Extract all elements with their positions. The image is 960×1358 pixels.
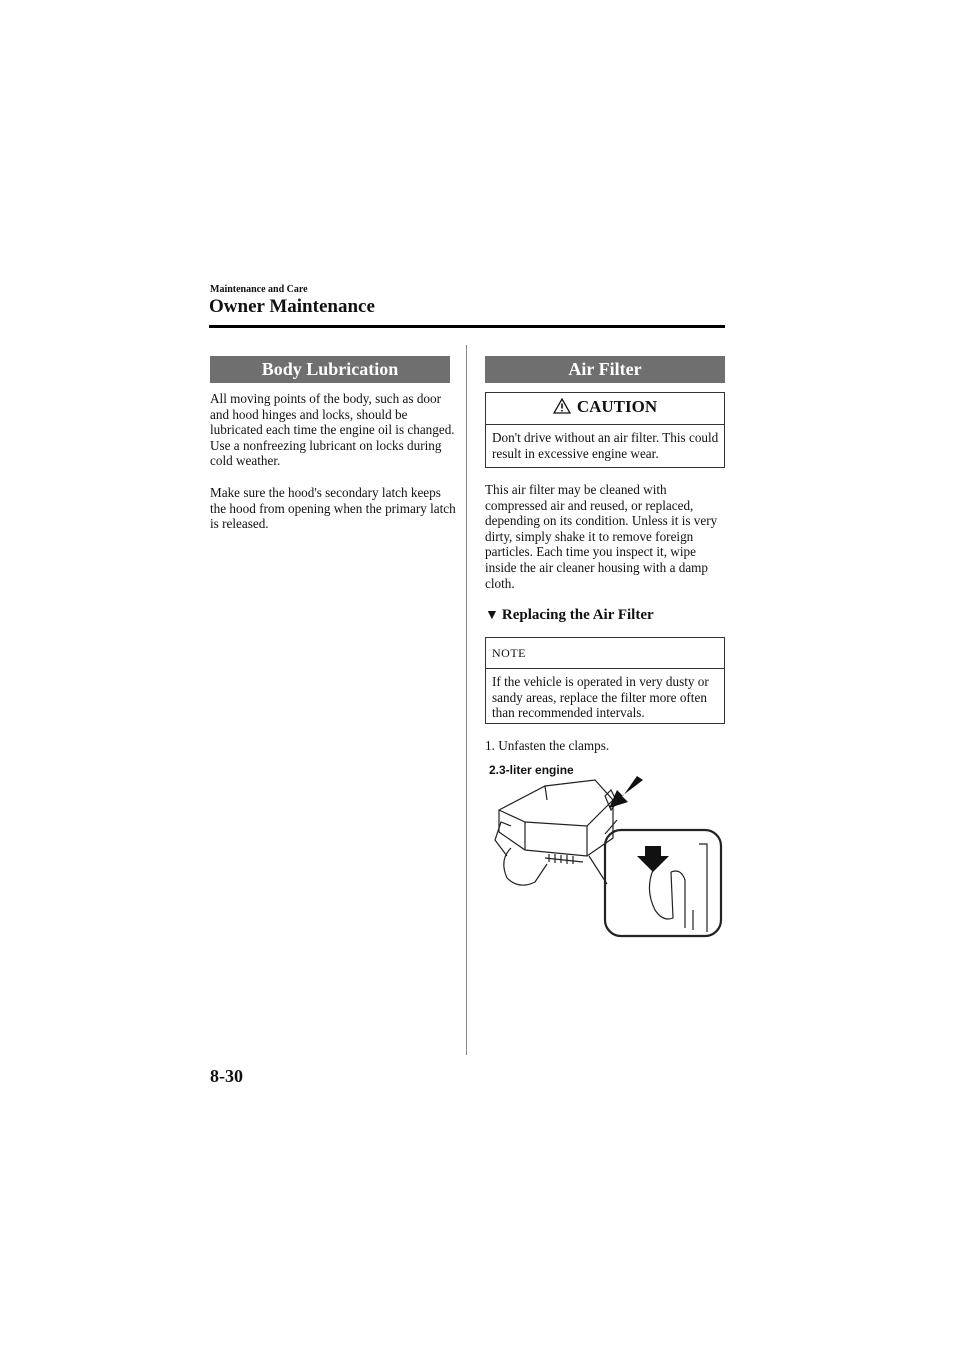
body-lubrication-heading: Body Lubrication: [210, 356, 450, 383]
air-filter-heading: Air Filter: [485, 356, 725, 383]
caution-title: CAUTION: [576, 397, 658, 416]
air-filter-paragraph-1: This air filter may be cleaned with compressed air and reused, or replaced, depending on its condition. Unless it is very dirty, simply shake it to remove foreign particles. Each time you inspect it, wipe inside the air cleaner housing with a damp cloth.: [485, 482, 718, 591]
section-label: Maintenance and Care: [210, 284, 308, 295]
note-divider: [486, 668, 724, 669]
figure-label: 2.3-liter engine: [489, 763, 574, 777]
triangle-bullet-icon: ▼: [485, 608, 499, 623]
page-title: Owner Maintenance: [209, 296, 375, 317]
body-lubrication-paragraph-2: Make sure the hood's secondary latch keeps the hood from opening when the primary latch is released.: [210, 485, 456, 532]
caution-divider: [486, 424, 724, 425]
replacing-air-filter-subheading: [485, 607, 654, 624]
column-divider: [466, 345, 467, 1055]
air-cleaner-illustration: [485, 760, 725, 940]
air-filter-clamp-figure: [485, 760, 725, 940]
caution-box: [485, 392, 725, 468]
caution-header: [486, 397, 724, 419]
subheading-text: Replacing the Air Filter: [501, 607, 654, 623]
body-lubrication-paragraph-1: All moving points of the body, such as door and hood hinges and locks, should be lubricated each time the engine oil is changed. Use a nonfreezing lubricant on locks during cold weather.: [210, 391, 455, 469]
page-number: 8-30: [210, 1066, 243, 1086]
title-rule: [209, 325, 725, 328]
note-text: If the vehicle is operated in very dusty or sandy areas, replace the filter more often than recommended intervals.: [492, 674, 709, 721]
note-title: NOTE: [492, 646, 526, 660]
note-box: [485, 637, 725, 724]
caution-text: Don't drive without an air filter. This could result in excessive engine wear.: [492, 430, 719, 461]
step-1: 1. Unfasten the clamps.: [485, 738, 610, 753]
warning-triangle-icon: [553, 398, 571, 419]
